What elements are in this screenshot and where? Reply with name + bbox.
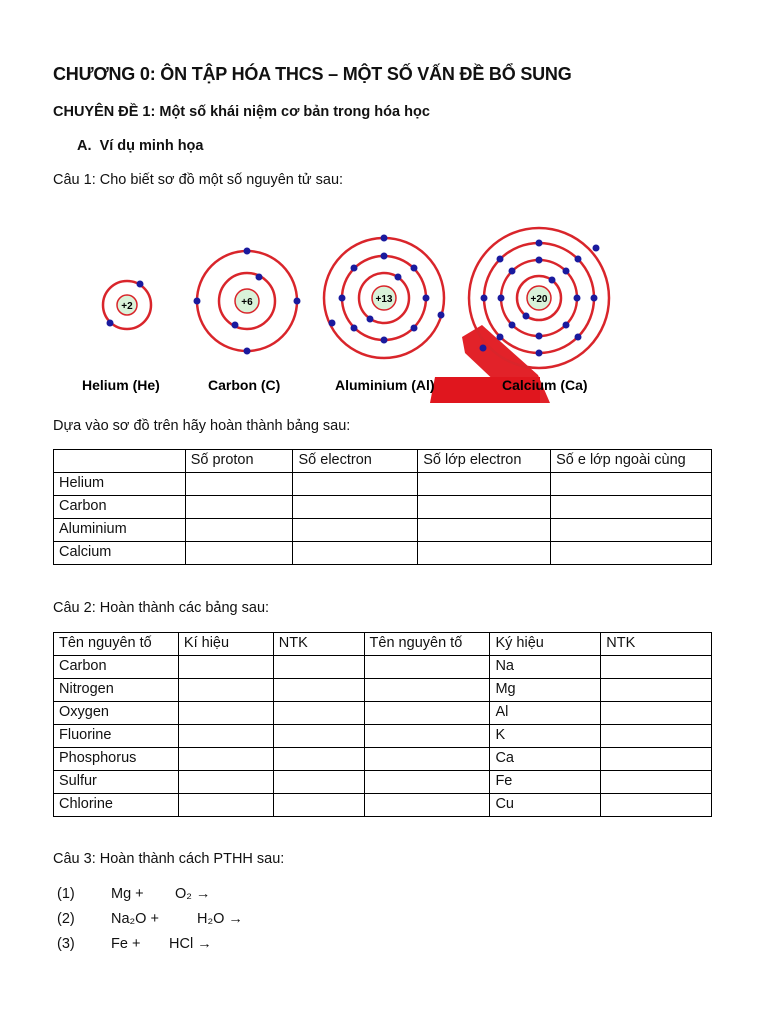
q1-instruction: Dựa vào sơ đồ trên hãy hoàn thành bảng sau: — [53, 418, 351, 434]
answer-cell[interactable] — [601, 725, 712, 748]
answer-cell[interactable] — [364, 771, 490, 794]
carbon-label: Carbon (C) — [208, 377, 281, 393]
helium-label: Helium (He) — [82, 377, 160, 393]
q1-row-label: Calcium — [54, 542, 186, 565]
element-symbol: K — [490, 725, 601, 748]
answer-cell[interactable] — [293, 519, 418, 542]
table-row — [54, 473, 712, 496]
carbon-charge: +6 — [241, 297, 253, 308]
q1-prompt: Câu 1: Cho biết sơ đồ một số nguyên tử sau: — [53, 172, 344, 188]
aluminium-label: Aluminium (Al) — [335, 377, 435, 393]
element-symbol: Ca — [490, 748, 601, 771]
q1-header-cell — [54, 450, 186, 473]
answer-cell[interactable] — [418, 496, 551, 519]
answer-cell[interactable] — [601, 679, 712, 702]
equation-number: (1) — [57, 886, 75, 902]
answer-cell[interactable] — [418, 473, 551, 496]
table-row — [54, 542, 712, 565]
table-row — [54, 496, 712, 519]
atom-diagrams — [70, 225, 630, 405]
answer-cell[interactable] — [601, 656, 712, 679]
answer-cell[interactable] — [364, 656, 490, 679]
element-name: Fluorine — [54, 725, 179, 748]
answer-cell[interactable] — [178, 725, 273, 748]
answer-cell[interactable] — [364, 794, 490, 817]
q2-header-cell: Tên nguyên tố — [364, 633, 490, 656]
answer-cell[interactable] — [273, 725, 364, 748]
q1-row-label: Aluminium — [54, 519, 186, 542]
equation-reactant-a: Fe + — [111, 936, 141, 952]
answer-cell[interactable] — [178, 702, 273, 725]
q2-table — [53, 632, 712, 817]
q1-table-header — [54, 450, 712, 473]
aluminium-charge: +13 — [375, 294, 393, 305]
table-row — [54, 748, 712, 771]
atom-aluminium — [324, 235, 445, 394]
section-heading — [77, 138, 203, 154]
answer-cell[interactable] — [185, 496, 293, 519]
q1-header-cell: Số electron — [293, 450, 418, 473]
answer-cell[interactable] — [418, 542, 551, 565]
equation-list — [57, 886, 357, 966]
answer-cell[interactable] — [178, 794, 273, 817]
answer-cell[interactable] — [273, 656, 364, 679]
equation-reactant-b: O₂ → — [175, 886, 211, 902]
q1-header-cell: Số proton — [185, 450, 293, 473]
equation-number: (3) — [57, 936, 75, 952]
table-row — [54, 794, 712, 817]
answer-cell[interactable] — [364, 748, 490, 771]
q2-table-header — [54, 633, 712, 656]
answer-cell[interactable] — [273, 702, 364, 725]
topic-text: Một số khái niệm cơ bản trong hóa học — [159, 104, 430, 120]
answer-cell[interactable] — [178, 748, 273, 771]
element-name: Phosphorus — [54, 748, 179, 771]
element-name: Carbon — [54, 656, 179, 679]
q2-header-cell: NTK — [273, 633, 364, 656]
answer-cell[interactable] — [178, 771, 273, 794]
atom-carbon — [194, 248, 301, 394]
section-marker: A. — [77, 138, 92, 154]
q2-header-cell: Ký hiệu — [490, 633, 601, 656]
chapter-title: CHƯƠNG 0: ÔN TẬP HÓA THCS – MỘT SỐ VẤN ĐỀ BỔ SUNG — [53, 64, 572, 84]
q1-header-cell: Số e lớp ngoài cùng — [551, 450, 712, 473]
answer-cell[interactable] — [293, 542, 418, 565]
topic-label: CHUYÊN ĐỀ 1: — [53, 104, 156, 120]
answer-cell[interactable] — [364, 725, 490, 748]
equation-reactant-b: HCl → — [169, 936, 212, 952]
answer-cell[interactable] — [601, 794, 712, 817]
answer-cell[interactable] — [178, 679, 273, 702]
section-text: Ví dụ minh họa — [99, 138, 204, 154]
table-row — [54, 725, 712, 748]
answer-cell[interactable] — [364, 702, 490, 725]
calcium-label: Calcium (Ca) — [502, 377, 588, 393]
answer-cell[interactable] — [273, 771, 364, 794]
answer-cell[interactable] — [551, 496, 712, 519]
q2-header-cell: Tên nguyên tố — [54, 633, 179, 656]
element-name: Oxygen — [54, 702, 179, 725]
table-row — [54, 702, 712, 725]
element-name: Sulfur — [54, 771, 179, 794]
answer-cell[interactable] — [273, 748, 364, 771]
element-symbol: Na — [490, 656, 601, 679]
element-symbol: Mg — [490, 679, 601, 702]
element-symbol: Fe — [490, 771, 601, 794]
table-row — [54, 656, 712, 679]
table-row — [54, 771, 712, 794]
q2-header-cell: NTK — [601, 633, 712, 656]
answer-cell[interactable] — [418, 519, 551, 542]
answer-cell[interactable] — [601, 702, 712, 725]
answer-cell[interactable] — [364, 679, 490, 702]
helium-charge: +2 — [121, 301, 133, 312]
equation-reactant-b: H₂O → — [197, 911, 243, 927]
table-row — [54, 519, 712, 542]
q2-prompt: Câu 2: Hoàn thành các bảng sau: — [53, 600, 270, 616]
topic-heading — [53, 104, 430, 120]
answer-cell[interactable] — [178, 656, 273, 679]
q1-table — [53, 449, 712, 565]
calcium-charge: +20 — [530, 294, 548, 305]
table-row — [54, 679, 712, 702]
q1-row-label: Helium — [54, 473, 186, 496]
element-name: Chlorine — [54, 794, 179, 817]
answer-cell[interactable] — [601, 771, 712, 794]
element-symbol: Cu — [490, 794, 601, 817]
q1-header-cell: Số lớp electron — [418, 450, 551, 473]
element-symbol: Al — [490, 702, 601, 725]
answer-cell[interactable] — [601, 748, 712, 771]
answer-cell[interactable] — [185, 542, 293, 565]
equation-reactant-a: Na₂O + — [111, 911, 159, 927]
answer-cell[interactable] — [273, 794, 364, 817]
atom-helium — [82, 281, 160, 394]
answer-cell[interactable] — [185, 473, 293, 496]
answer-cell[interactable] — [551, 542, 712, 565]
answer-cell[interactable] — [185, 519, 293, 542]
answer-cell[interactable] — [551, 519, 712, 542]
answer-cell[interactable] — [273, 679, 364, 702]
answer-cell[interactable] — [293, 473, 418, 496]
element-name: Nitrogen — [54, 679, 179, 702]
equation-number: (2) — [57, 911, 75, 927]
q2-header-cell: Kí hiệu — [178, 633, 273, 656]
answer-cell[interactable] — [551, 473, 712, 496]
equation-reactant-a: Mg + — [111, 886, 144, 902]
answer-cell[interactable] — [293, 496, 418, 519]
q3-prompt: Câu 3: Hoàn thành cách PTHH sau: — [53, 851, 285, 867]
q1-row-label: Carbon — [54, 496, 186, 519]
